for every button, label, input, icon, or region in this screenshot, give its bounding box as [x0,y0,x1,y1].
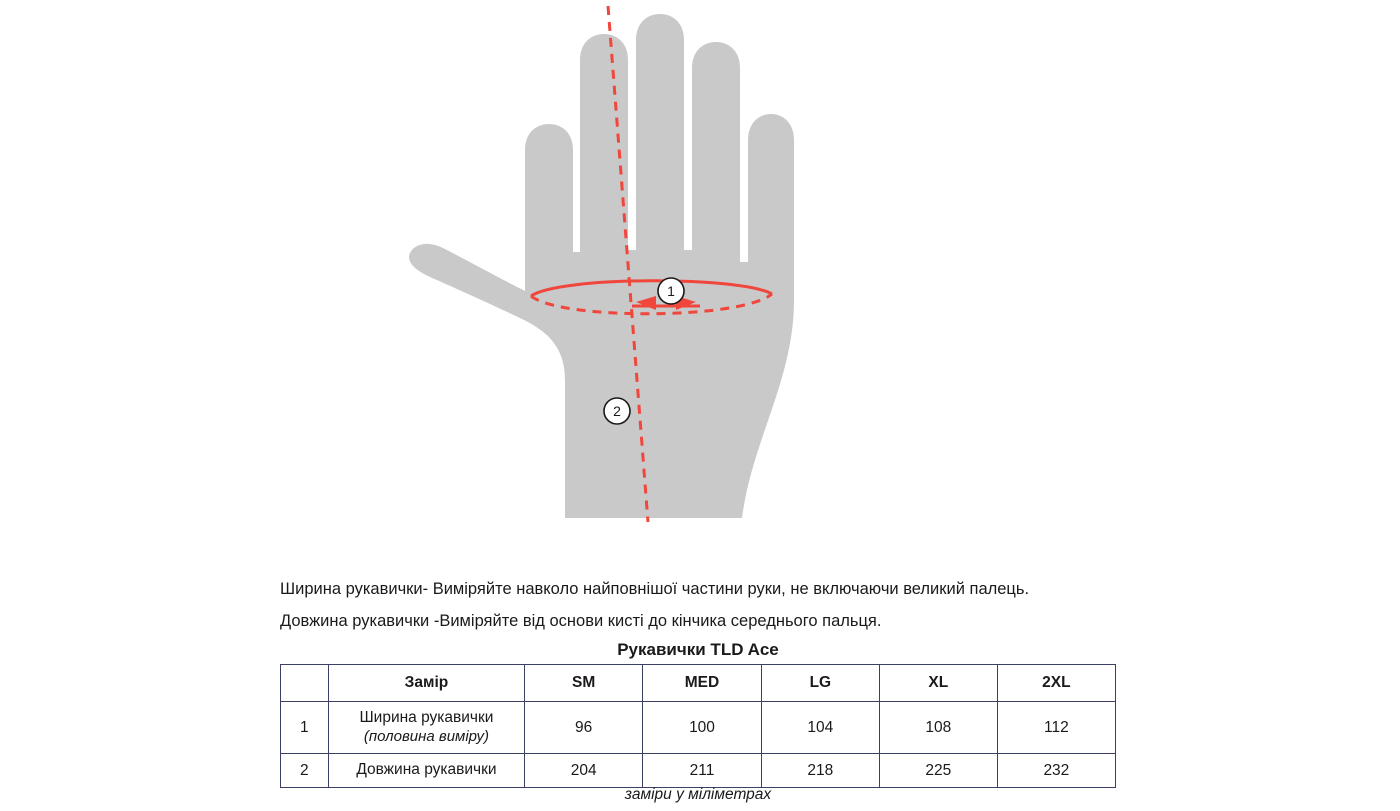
cell-value-xl: 108 [879,702,997,754]
cell-value-2xl: 112 [997,702,1115,754]
cell-value-med: 100 [643,702,762,754]
size-chart-table [280,664,1116,788]
table-row [281,702,1116,754]
cell-value-lg: 104 [761,702,879,754]
row-label [328,702,524,754]
table-title: Рукавички TLD Ace [617,640,779,659]
hand-silhouette-icon [409,14,794,518]
marker-2-label: 2 [613,403,621,419]
row-label-main: Ширина рукавички [359,709,494,727]
header-cell-measure: Замір [328,665,524,702]
table-row [281,754,1116,788]
row-number: 2 [281,754,329,788]
header-cell-med: MED [643,665,762,702]
row-number: 1 [281,702,329,754]
cell-value-sm: 204 [525,754,643,788]
cell-value-sm: 96 [525,702,643,754]
table-header-row [281,665,1116,702]
instruction-width: Ширина рукавички- Виміряйте навколо найповнішої частини руки, не включаючи великий палець. [280,580,1030,598]
marker-1 [658,278,684,304]
cell-value-lg: 218 [761,754,879,788]
marker-2 [604,398,630,424]
table-footnote: заміри у міліметрах [624,786,772,803]
header-cell-sm: SM [525,665,643,702]
header-cell-number [281,665,329,702]
row-label [328,754,524,788]
instruction-length: Довжина рукавички -Виміряйте від основи кисті до кінчика середнього пальця. [280,611,882,630]
marker-1-label: 1 [667,283,675,299]
cell-value-2xl: 232 [997,754,1115,788]
cell-value-med: 211 [643,754,762,788]
row-label-main: Довжина рукавички [356,761,497,779]
header-cell-xl: XL [879,665,997,702]
row-label-sub: (половина виміру) [363,727,490,745]
instructions-block [280,578,1380,642]
header-cell-lg: LG [761,665,879,702]
header-cell-2xl: 2XL [997,665,1115,702]
cell-value-xl: 225 [879,754,997,788]
